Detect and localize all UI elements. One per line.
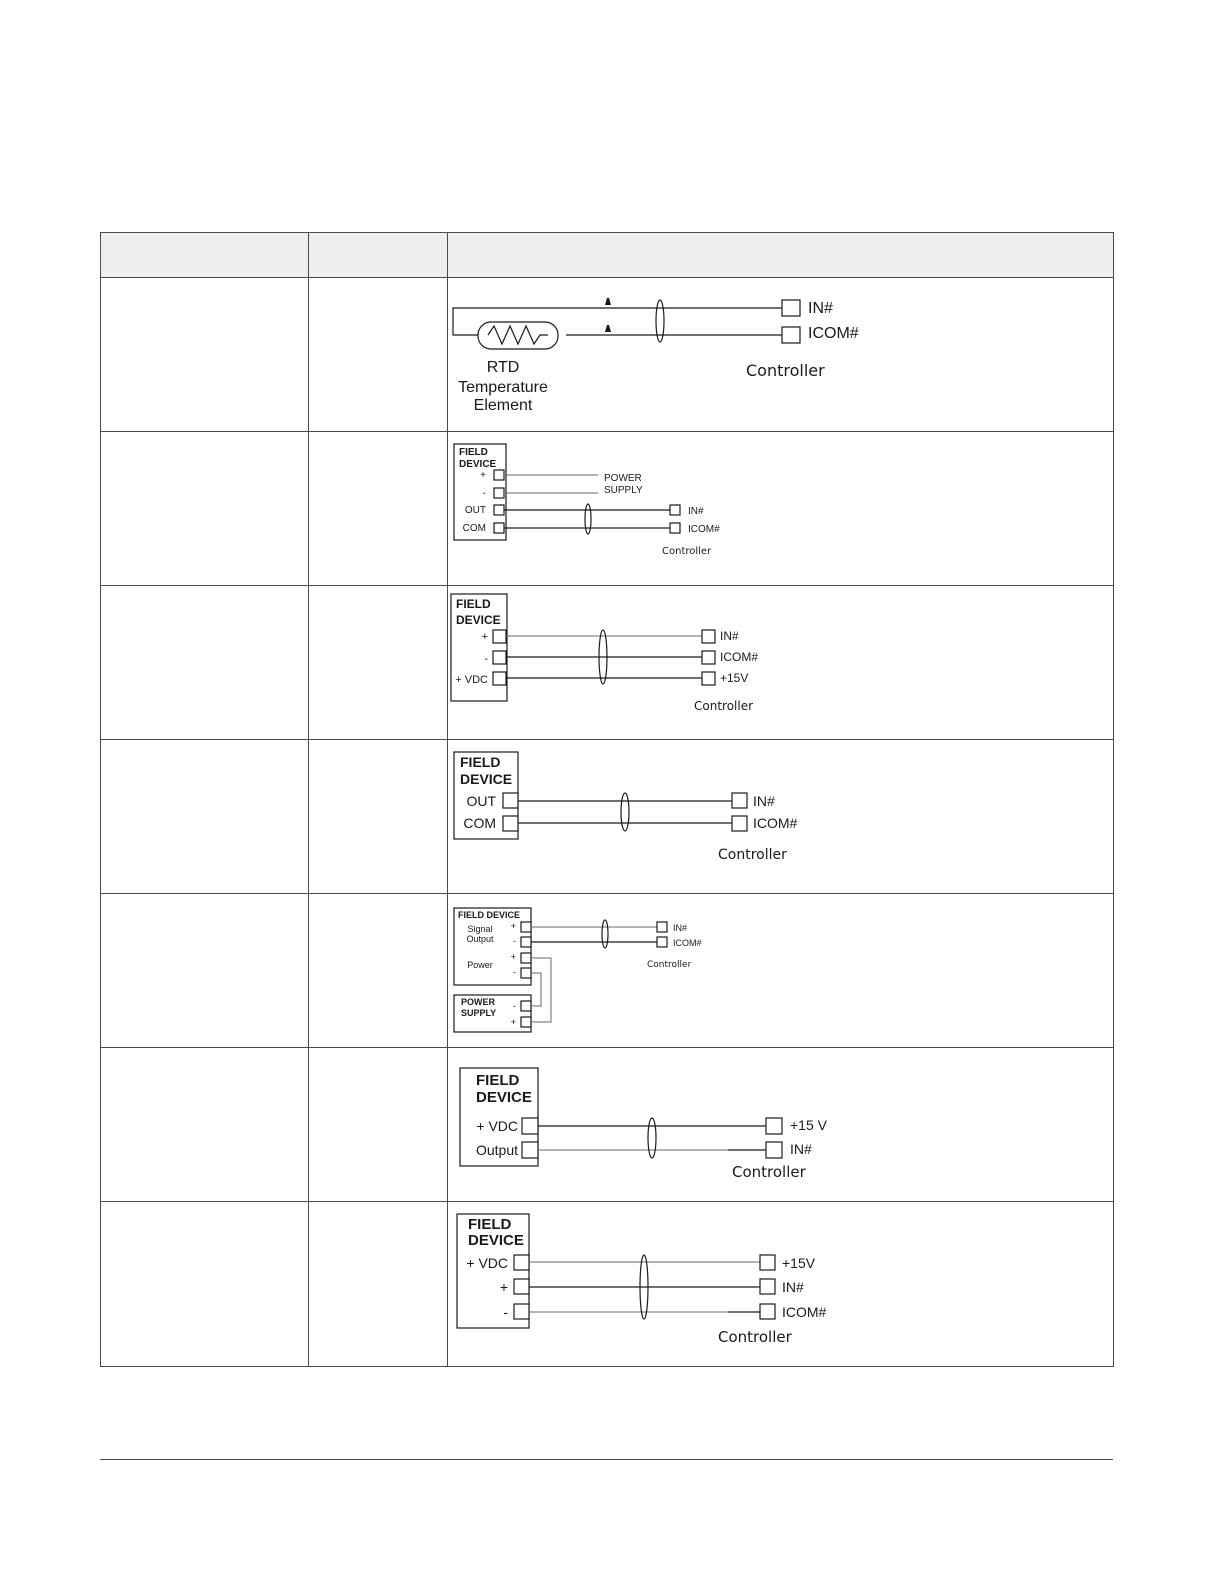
supply-label: SUPPLY xyxy=(604,485,643,496)
row-cell-code xyxy=(309,586,448,740)
table-header-row xyxy=(101,233,1114,278)
row-cell-diagram xyxy=(448,894,1114,1048)
device-terminal-label: COM xyxy=(462,523,486,534)
controller-label: Controller xyxy=(647,960,692,970)
row-cell-code xyxy=(309,1202,448,1367)
row-cell-diagram xyxy=(448,586,1114,740)
controller-label: Controller xyxy=(718,847,787,863)
shield-icon xyxy=(656,300,664,342)
row-cell-code xyxy=(309,1048,448,1202)
terminal-label: IN# xyxy=(790,1141,812,1157)
terminal-label: IN# xyxy=(673,923,688,933)
device-title: FIELD xyxy=(468,1216,512,1233)
terminal-label: ICOM# xyxy=(753,815,798,831)
terminal-in xyxy=(782,300,800,316)
wiring-table xyxy=(100,232,1114,1367)
two-wire-out-diagram xyxy=(448,740,1112,893)
device-title: DEVICE xyxy=(460,771,513,787)
terminal-label: ICOM# xyxy=(782,1304,827,1320)
header-cell-3 xyxy=(448,233,1114,278)
device-title: DEVICE xyxy=(468,1232,524,1249)
device-terminal-label: - xyxy=(484,653,488,665)
device-terminal-label: - xyxy=(503,1304,508,1320)
device-title: DEVICE xyxy=(456,613,501,627)
table-row xyxy=(101,894,1114,1048)
device-terminal-label: OUT xyxy=(464,505,486,516)
terminal-label: ICOM# xyxy=(673,938,702,948)
device-terminal-label: - xyxy=(513,967,516,977)
device-title: FIELD xyxy=(460,754,501,770)
header-cell-1 xyxy=(101,233,309,278)
device-terminal-label: - xyxy=(513,936,516,946)
table-row xyxy=(101,278,1114,432)
supply-terminal-label: - xyxy=(513,1001,516,1011)
row-cell-type xyxy=(101,1202,309,1367)
device-terminal-label: + VDC xyxy=(455,674,488,686)
resistor-symbol xyxy=(478,322,558,349)
row-cell-type xyxy=(101,432,309,586)
terminal-label: IN# xyxy=(753,793,775,809)
device-title: DEVICE xyxy=(476,1089,532,1106)
supply-label: POWER xyxy=(604,473,642,484)
table-row xyxy=(101,1048,1114,1202)
table-row xyxy=(101,586,1114,740)
sensor-label: Element xyxy=(473,397,533,414)
rtd-wiring-diagram xyxy=(448,278,1112,431)
shield-icon xyxy=(648,1118,656,1158)
controller-label: Controller xyxy=(694,699,754,713)
row-cell-type xyxy=(101,1048,309,1202)
terminal-label: ICOM# xyxy=(808,325,859,342)
device-title: FIELD xyxy=(476,1072,520,1089)
device-title: FIELD xyxy=(459,447,488,458)
vdc-output-diagram xyxy=(448,1048,1112,1201)
row-cell-code xyxy=(309,894,448,1048)
device-terminal-label: + VDC xyxy=(466,1255,508,1271)
row-cell-type xyxy=(101,586,309,740)
vdc-three-diagram xyxy=(448,1202,1112,1366)
device-terminal-label: + xyxy=(481,631,488,643)
device-terminal-label: Output xyxy=(475,1142,518,1158)
device-terminal-label: + xyxy=(510,952,516,962)
three-wire-vdc-diagram xyxy=(448,586,1112,739)
table-row xyxy=(101,1202,1114,1367)
row-cell-diagram xyxy=(448,432,1114,586)
terminal-label: +15V xyxy=(720,671,749,685)
junction-icon xyxy=(605,325,611,332)
row-cell-type xyxy=(101,278,309,432)
terminal-label: IN# xyxy=(688,506,704,517)
terminal-label: IN# xyxy=(808,300,833,317)
row-cell-code xyxy=(309,432,448,586)
device-terminal-label: - xyxy=(482,488,486,499)
table-row xyxy=(101,432,1114,586)
controller-label: Controller xyxy=(718,1328,792,1346)
supply-label: POWER xyxy=(461,997,496,1007)
shield-icon xyxy=(621,793,629,831)
terminal-icom xyxy=(782,327,800,343)
header-cell-2 xyxy=(309,233,448,278)
device-title: FIELD xyxy=(456,597,491,611)
device-terminal-label: + xyxy=(480,470,486,481)
terminal-label: IN# xyxy=(782,1279,804,1295)
supply-label: SUPPLY xyxy=(461,1008,497,1018)
sensor-label: Temperature xyxy=(458,379,548,396)
two-wire-supply-diagram xyxy=(448,432,1112,585)
power-label: Power xyxy=(467,960,493,970)
terminal-label: +15V xyxy=(782,1255,816,1271)
terminal-label: +15 V xyxy=(790,1117,827,1133)
controller-label: Controller xyxy=(746,361,825,380)
row-cell-type xyxy=(101,894,309,1048)
terminal-label: ICOM# xyxy=(688,524,720,535)
device-terminal-label: + xyxy=(510,921,516,931)
row-cell-diagram xyxy=(448,278,1114,432)
row-cell-diagram xyxy=(448,1048,1114,1202)
device-terminal-label: + VDC xyxy=(476,1118,518,1134)
row-cell-diagram xyxy=(448,1202,1114,1367)
signal-label: Output xyxy=(466,934,494,944)
controller-label: Controller xyxy=(732,1163,806,1181)
row-cell-code xyxy=(309,740,448,894)
device-title: FIELD DEVICE xyxy=(458,910,521,920)
device-terminal-label: OUT xyxy=(466,793,496,809)
row-cell-diagram xyxy=(448,740,1114,894)
shield-icon xyxy=(585,504,591,534)
controller-label: Controller xyxy=(662,546,712,557)
shield-icon xyxy=(602,920,608,948)
terminal-label: ICOM# xyxy=(720,650,759,664)
device-title: DEVICE xyxy=(459,459,497,470)
device-terminal-label: COM xyxy=(463,815,496,831)
supply-terminal-label: + xyxy=(510,1017,516,1027)
junction-icon xyxy=(605,298,611,305)
row-cell-code xyxy=(309,278,448,432)
table-row xyxy=(101,740,1114,894)
footer-divider xyxy=(100,1459,1113,1460)
signal-label: Signal xyxy=(467,924,493,934)
four-wire-diagram xyxy=(448,894,1112,1047)
sensor-label: RTD xyxy=(486,359,520,376)
terminal-label: IN# xyxy=(720,629,739,643)
row-cell-type xyxy=(101,740,309,894)
device-terminal-label: + xyxy=(499,1279,508,1295)
